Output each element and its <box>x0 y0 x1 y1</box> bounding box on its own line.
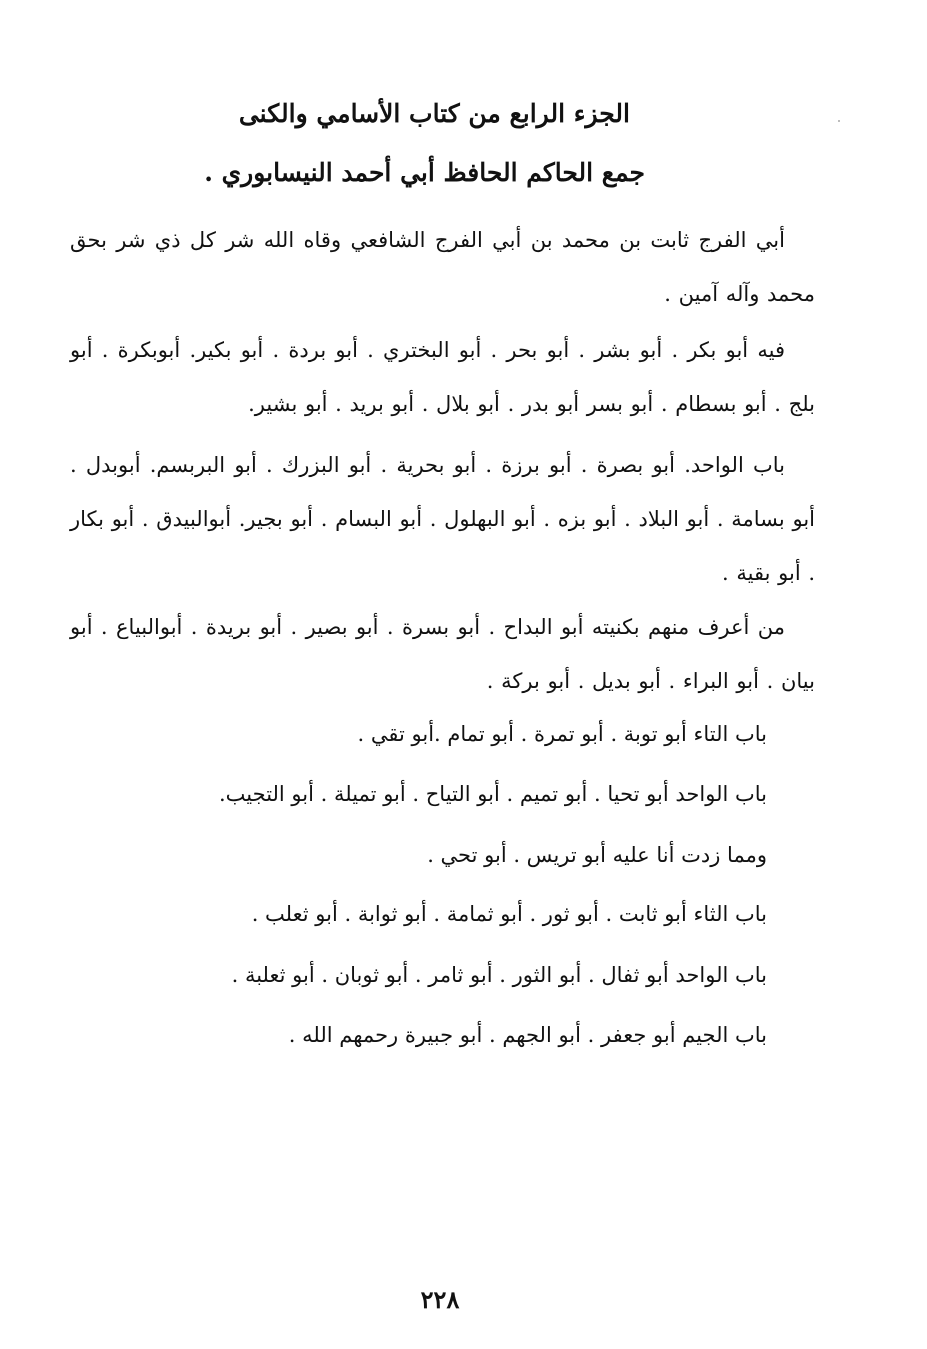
kunya-paragraph-single: باب الواحد. أبو بصرة . أبو برزة . أبو بحرية . أبو البزرك . أبو البربسم. أبوبدل . أبو بسامة . أبو البلاد . أبو بزه . أبو البهلول . أبو البسام . أبو بجير. أبوالبيدق . أبو بكار . أبو بقية . <box>70 453 815 585</box>
chapter-title: الجزء الرابع من كتاب الأسامي والكنى <box>238 99 630 128</box>
scan-speck <box>838 120 840 122</box>
section-line-ta-single: باب الواحد أبو تحيا . أبو تميم . أبو التياح . أبو تميلة . أبو التجيب. <box>219 782 767 806</box>
section-line-tha: باب الثاء أبو ثابت . أبو ثور . أبو ثمامة . أبو ثوابة . أبو ثعلب . <box>251 902 767 926</box>
compiler-line: جمع الحاكم الحافظ أبي أحمد النيسابوري . <box>204 158 645 187</box>
section-line-addition: ومما زدت أنا عليه أبو تريس . أبو تحي . <box>427 843 767 867</box>
page-number: ٢٢٨ <box>420 1285 460 1314</box>
opening-paragraph: أبي الفرج ثابت بن محمد بن أبي الفرج الشافعي وقاه الله شر كل ذي شر بحق محمد وآله آمين . <box>70 228 815 306</box>
section-line-ta: باب التاء أبو توبة . أبو تمرة . أبو تمام .أبو تقي . <box>357 722 767 746</box>
kunya-paragraph-known: من أعرف منهم بكنيته أبو البداح . أبو بسرة . أبو بصير . أبو بريدة . أبوالبياع . أبو بيان . أبو البراء . أبو بديل . أبو بركة . <box>70 615 815 693</box>
section-line-tha-single: باب الواحد أبو ثفال . أبو الثور . أبو ثامر . أبو ثوبان . أبو ثعلبة . <box>231 963 767 987</box>
section-line-jim: باب الجيم أبو جعفر . أبو الجهم . أبو جبيرة رحمهم الله . <box>288 1023 767 1047</box>
kunya-paragraph-ba: فيه أبو بكر . أبو بشر . أبو بحر . أبو البختري . أبو بردة . أبو بكير. أبوبكرة . أبو بلج . أبو بسطام . أبو بسر أبو بدر . أبو بلال . أبو بريد . أبو بشير. <box>70 338 815 416</box>
